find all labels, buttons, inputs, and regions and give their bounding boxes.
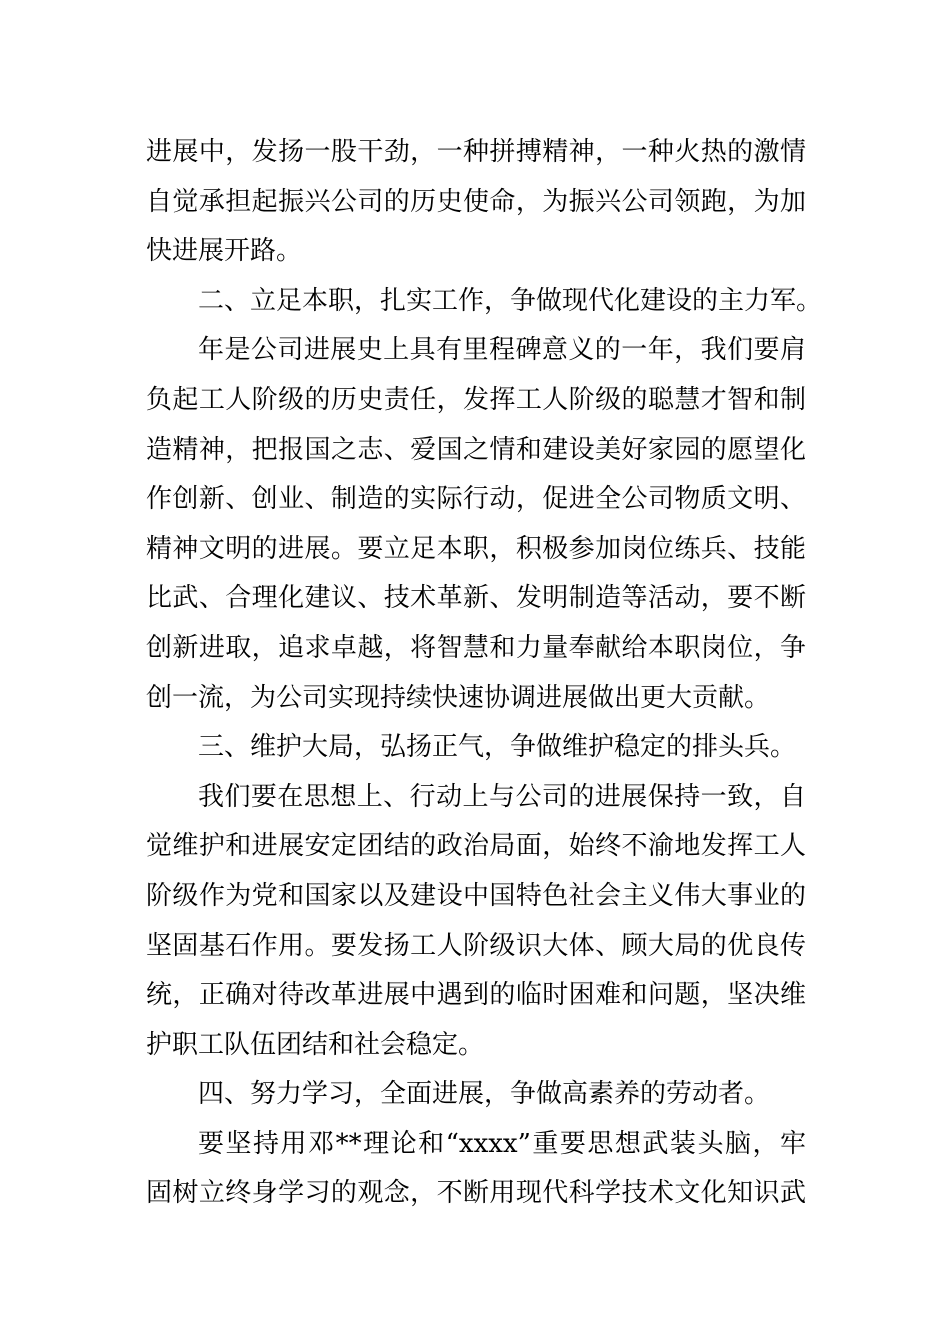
text-line: 负起工人阶级的历史责任，发挥工人阶级的聪慧才智和制 — [146, 384, 806, 415]
text-line: 造精神，把报国之志、爱国之情和建设美好家园的愿望化 — [146, 434, 806, 465]
text-line: 比武、合理化建议、技术革新、发明制造等活动，要不断 — [146, 583, 806, 614]
text-line: 阶级作为党和国家以及建设中国特色社会主义伟大事业的 — [146, 880, 806, 911]
text-line: 二、立足本职，扎实工作，争做现代化建设的主力军。 — [198, 285, 823, 316]
text-line: 快进展开路。 — [146, 236, 303, 267]
text-line: 固树立终身学习的观念，不断用现代科学技术文化知识武 — [146, 1178, 806, 1209]
text-line: 四、努力学习，全面进展，争做高素养的劳动者。 — [198, 1079, 771, 1110]
text-line: 统，正确对待改革进展中遇到的临时困难和问题，坚决维 — [146, 980, 806, 1011]
text-line: 年是公司进展史上具有里程碑意义的一年，我们要肩 — [198, 335, 806, 366]
body-text — [146, 128, 823, 1219]
text-line: 创新进取，追求卓越，将智慧和力量奉献给本职岗位，争 — [146, 632, 806, 663]
text-line: 要坚持用邓**理论和“xxxx”重要思想武装头脑，牢 — [198, 1128, 806, 1159]
text-line: 进展中，发扬一股干劲，一种拼搏精神，一种火热的激情 — [146, 137, 806, 167]
text-line: 创一流，为公司实现持续快速协调进展做出更大贡献。 — [146, 682, 771, 713]
text-line: 三、维护大局，弘扬正气，争做维护稳定的排头兵。 — [198, 732, 797, 763]
text-line: 护职工队伍团结和社会稳定。 — [146, 1029, 485, 1060]
text-line: 自觉承担起振兴公司的历史使命，为振兴公司领跑，为加 — [146, 186, 806, 217]
text-line: 精神文明的进展。要立足本职，积极参加岗位练兵、技能 — [146, 533, 806, 564]
text-line: 坚固基石作用。要发扬工人阶级识大体、顾大局的优良传 — [146, 930, 806, 961]
text-line: 觉维护和进展安定团结的政治局面，始终不渝地发挥工人 — [146, 831, 806, 862]
text-line: 作创新、创业、制造的实际行动，促进全公司物质文明、 — [146, 484, 806, 515]
text-line: 我们要在思想上、行动上与公司的进展保持一致，自 — [198, 781, 806, 812]
